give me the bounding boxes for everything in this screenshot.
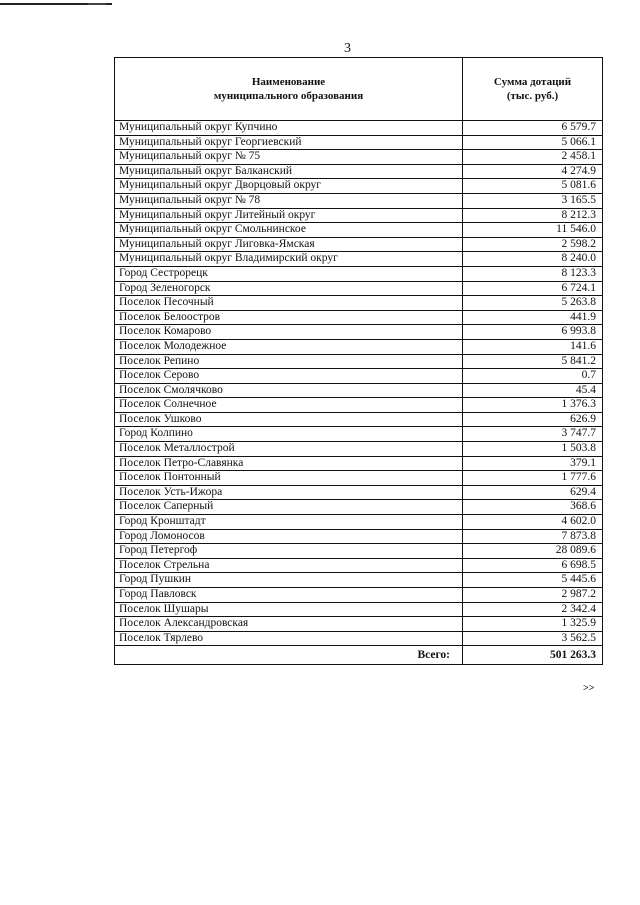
- subsidy-amount: 441.9: [463, 310, 603, 325]
- table-row: [115, 471, 603, 486]
- table-row: [115, 252, 603, 267]
- total-row: [115, 646, 603, 665]
- subsidy-amount: 2 598.2: [463, 237, 603, 252]
- municipality-name: Муниципальный округ Владимирский округ: [115, 252, 463, 267]
- table-row: [115, 135, 603, 150]
- municipality-name: Город Пушкин: [115, 573, 463, 588]
- municipality-name: Поселок Серово: [115, 369, 463, 384]
- header-rule-mark: [88, 3, 106, 5]
- subsidy-amount: 11 546.0: [463, 223, 603, 238]
- continuation-mark: >>: [583, 683, 595, 694]
- municipality-name: Поселок Ушково: [115, 412, 463, 427]
- table-row: [115, 310, 603, 325]
- subsidy-amount: 5 263.8: [463, 296, 603, 311]
- subsidy-amount: 8 123.3: [463, 266, 603, 281]
- subsidy-amount: 1 503.8: [463, 442, 603, 457]
- subsidy-amount: 8 212.3: [463, 208, 603, 223]
- table-row: [115, 544, 603, 559]
- table-row: [115, 456, 603, 471]
- subsidy-amount: 626.9: [463, 412, 603, 427]
- table-row: [115, 442, 603, 457]
- municipality-name: Муниципальный округ Георгиевский: [115, 135, 463, 150]
- subsidy-amount: 2 342.4: [463, 602, 603, 617]
- subsidy-amount: 3 562.5: [463, 631, 603, 646]
- table-row: [115, 398, 603, 413]
- subsidy-amount: 3 747.7: [463, 427, 603, 442]
- subsidy-amount: 6 579.7: [463, 121, 603, 136]
- subsidy-amount: 6 698.5: [463, 558, 603, 573]
- table-body: [115, 121, 603, 646]
- table-row: [115, 617, 603, 632]
- table-row: [115, 573, 603, 588]
- total-sum: 501 263.3: [463, 646, 603, 665]
- column-header-name: [115, 58, 463, 121]
- table-row: [115, 515, 603, 530]
- subsidy-amount: 1 376.3: [463, 398, 603, 413]
- subsidy-amount: 3 165.5: [463, 193, 603, 208]
- table-row: [115, 193, 603, 208]
- subsidy-amount: 2 458.1: [463, 150, 603, 165]
- municipality-name: Поселок Металлострой: [115, 442, 463, 457]
- table-row: [115, 383, 603, 398]
- table-row: [115, 354, 603, 369]
- subsidy-amount: 368.6: [463, 500, 603, 515]
- municipality-name: Поселок Понтонный: [115, 471, 463, 486]
- municipality-name: Поселок Молодежное: [115, 339, 463, 354]
- table-row: [115, 631, 603, 646]
- municipality-name: Город Петергоф: [115, 544, 463, 559]
- table-row: [115, 121, 603, 136]
- subsidy-amount: 5 841.2: [463, 354, 603, 369]
- table-row: [115, 339, 603, 354]
- municipality-name: Поселок Песочный: [115, 296, 463, 311]
- municipality-name: Муниципальный округ № 75: [115, 150, 463, 165]
- table-row: [115, 223, 603, 238]
- municipality-name: Поселок Белоостров: [115, 310, 463, 325]
- subsidy-amount: 28 089.6: [463, 544, 603, 559]
- municipality-name: Поселок Тярлево: [115, 631, 463, 646]
- subsidy-amount: 2 987.2: [463, 588, 603, 603]
- municipality-name: Поселок Солнечное: [115, 398, 463, 413]
- subsidy-amount: 5 081.6: [463, 179, 603, 194]
- table-row: [115, 281, 603, 296]
- municipality-name: Поселок Стрельна: [115, 558, 463, 573]
- municipality-name: Город Сестрорецк: [115, 266, 463, 281]
- municipality-name: Поселок Александровская: [115, 617, 463, 632]
- subsidy-amount: 7 873.8: [463, 529, 603, 544]
- table-row: [115, 427, 603, 442]
- municipality-name: Муниципальный округ Литейный округ: [115, 208, 463, 223]
- municipality-name: Поселок Шушары: [115, 602, 463, 617]
- subsidy-amount: 141.6: [463, 339, 603, 354]
- table-row: [115, 179, 603, 194]
- table-row: [115, 164, 603, 179]
- municipality-name: Город Колпино: [115, 427, 463, 442]
- municipality-name: Поселок Смолячково: [115, 383, 463, 398]
- municipality-name: Муниципальный округ Купчино: [115, 121, 463, 136]
- municipality-name: Поселок Комарово: [115, 325, 463, 340]
- table-row: [115, 485, 603, 500]
- column-header-sum: [463, 58, 603, 121]
- table-row: [115, 588, 603, 603]
- table-row: [115, 558, 603, 573]
- subsidy-amount: 4 274.9: [463, 164, 603, 179]
- subsidy-amount: 629.4: [463, 485, 603, 500]
- table-row: [115, 208, 603, 223]
- municipality-name: Муниципальный округ Дворцовый округ: [115, 179, 463, 194]
- total-label: Всего:: [115, 646, 463, 665]
- table-header-row: [115, 58, 603, 121]
- table-row: [115, 412, 603, 427]
- subsidy-amount: 5 445.6: [463, 573, 603, 588]
- table-row: [115, 500, 603, 515]
- municipality-name: Поселок Усть-Ижора: [115, 485, 463, 500]
- municipality-name: Город Зеленогорск: [115, 281, 463, 296]
- table-row: [115, 266, 603, 281]
- subsidy-amount: 1 325.9: [463, 617, 603, 632]
- column-header-sum-line2: (тыс. руб.): [506, 90, 559, 102]
- table-row: [115, 369, 603, 384]
- subsidy-amount: 0.7: [463, 369, 603, 384]
- municipality-name: Поселок Петро-Славянка: [115, 456, 463, 471]
- municipality-name: Город Павловск: [115, 588, 463, 603]
- table-row: [115, 150, 603, 165]
- municipality-name: Муниципальный округ Балканский: [115, 164, 463, 179]
- column-header-name-line2: муниципального образования: [213, 90, 364, 102]
- table-row: [115, 602, 603, 617]
- municipality-name: Муниципальный округ № 78: [115, 193, 463, 208]
- municipality-name: Поселок Саперный: [115, 500, 463, 515]
- subsidy-amount: 6 993.8: [463, 325, 603, 340]
- table-row: [115, 325, 603, 340]
- table-row: [115, 529, 603, 544]
- column-header-name-line1: Наименование: [251, 76, 326, 88]
- page-number: 3: [344, 41, 351, 56]
- municipality-name: Город Ломоносов: [115, 529, 463, 544]
- column-header-sum-line1: Сумма дотаций: [493, 76, 572, 88]
- municipality-name: Поселок Репино: [115, 354, 463, 369]
- municipality-name: Муниципальный округ Лиговка-Ямская: [115, 237, 463, 252]
- subsidy-amount: 45.4: [463, 383, 603, 398]
- subsidy-amount: 379.1: [463, 456, 603, 471]
- subsidy-amount: 1 777.6: [463, 471, 603, 486]
- subsidy-amount: 8 240.0: [463, 252, 603, 267]
- subsidy-amount: 5 066.1: [463, 135, 603, 150]
- municipality-name: Муниципальный округ Смольнинское: [115, 223, 463, 238]
- municipality-name: Город Кронштадт: [115, 515, 463, 530]
- table-row: [115, 237, 603, 252]
- subsidy-amount: 4 602.0: [463, 515, 603, 530]
- subsidy-amount: 6 724.1: [463, 281, 603, 296]
- subsidy-table: [114, 57, 603, 665]
- table-row: [115, 296, 603, 311]
